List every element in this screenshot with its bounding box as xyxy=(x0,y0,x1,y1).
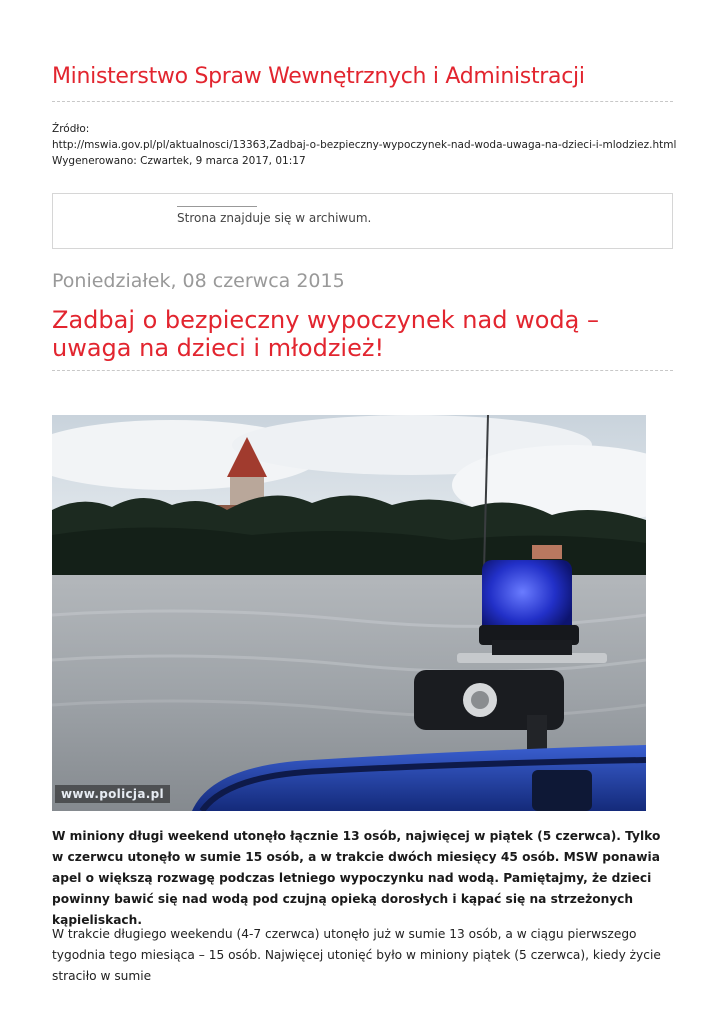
source-label: Źródło: xyxy=(52,123,90,135)
source-meta xyxy=(52,121,692,169)
source-url[interactable]: http://mswia.gov.pl/pl/aktualnosci/13363,Zadbaj-o-bezpieczny-wypoczynek-nad-woda-uwaga-na-dzieci-i-mlodziez.html xyxy=(52,139,677,151)
article-lead: W miniony długi weekend utonęło łącznie 13 osób, najwięcej w piątek (5 czerwca). Tylko w czerwcu utonęło w sumie 15 osób, a w trakcie dwóch miesięcy 45 osób. MSW ponawia apel o większą rozwagę podczas letniego wypoczynku nad wodą. Pamiętajmy, że dzieci powinny bawić się nad wodą pod czujną opieką dorosłych i kąpać się na strzeżonych kąpieliskach. xyxy=(52,829,661,927)
headline-divider xyxy=(52,370,673,371)
article-date: Poniedziałek, 08 czerwca 2015 xyxy=(52,270,345,292)
site-title[interactable]: Ministerstwo Spraw Wewnętrznych i Administracji xyxy=(52,64,585,89)
generated-timestamp: Wygenerowano: Czwartek, 9 marca 2017, 01:17 xyxy=(52,155,306,167)
article-photo xyxy=(52,415,646,811)
archive-notice: Strona znajduje się w archiwum. xyxy=(177,211,372,225)
police-boat-beacon-photo xyxy=(52,415,646,811)
article-title: Zadbaj o bezpieczny wypoczynek nad wodą – uwaga na dzieci i młodzież! xyxy=(52,306,599,362)
archive-rule xyxy=(177,206,257,207)
photo-watermark: www.policja.pl xyxy=(55,785,170,803)
title-divider xyxy=(52,101,673,102)
article-body: W trakcie długiego weekendu (4-7 czerwca) utonęło już w sumie 13 osób, a w ciągu pierwszego tygodnia tego miesiąca – 15 osób. Najwięcej utonięć było w miniony piątek (5 czerwca), kiedy życie straciło w sumie xyxy=(52,927,661,983)
archive-notice-box xyxy=(52,193,673,249)
